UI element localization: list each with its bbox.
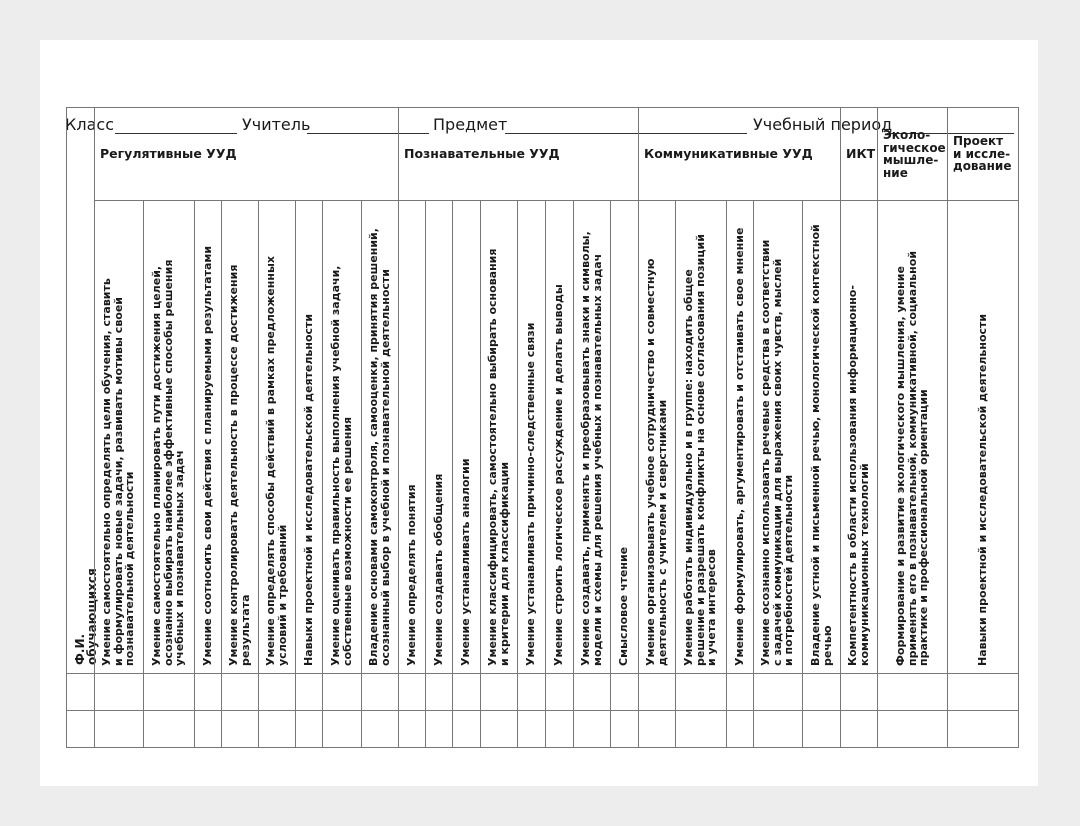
criterion-header-label: Умение определять способы действий в рамках предложенных условий и требований [264, 256, 289, 666]
score-cell[interactable] [94, 673, 144, 711]
score-cell[interactable] [322, 710, 362, 748]
score-cell[interactable] [517, 673, 546, 711]
score-cell[interactable] [480, 673, 518, 711]
score-cell[interactable] [94, 710, 144, 748]
criterion-header-label: Навыки проектной и исследовательской деятельности [302, 313, 315, 666]
group-header-label: Эколо- гическое мышле- ние [883, 128, 946, 180]
score-cell[interactable] [545, 673, 574, 711]
score-cell[interactable] [517, 710, 546, 748]
score-cell[interactable] [322, 673, 362, 711]
criterion-header-label: Умение контролировать деятельность в процессе достижения результата [227, 264, 252, 666]
teacher-label: Учитель [242, 115, 311, 134]
score-cell[interactable] [194, 673, 222, 711]
score-cell[interactable] [675, 710, 727, 748]
criterion-header-label: Умение устанавливать причинно-следственные связи [524, 322, 537, 666]
score-cell[interactable] [258, 673, 296, 711]
score-cell[interactable] [545, 710, 574, 748]
criterion-header-label: Умение самостоятельно определять цели обучения, ставить и формулировать новые задачи, развивать мотивы своей познавательной деятельности [100, 278, 136, 666]
criterion-header-label: Компетентность в области использования информационно- коммуникационных технологий [846, 285, 871, 666]
criterion-header-label: Умение определять понятия [405, 484, 418, 666]
score-cell[interactable] [143, 673, 195, 711]
group-header-label: Регулятивные УУД [100, 146, 237, 161]
student-name-header-label: Ф.И. обучающихся [73, 568, 99, 665]
criterion-header-label: Умение самостоятельно планировать пути достижения целей, осознанно выбирать наиболее эффективные способы решения учебных и познавательных задач [150, 259, 186, 666]
criterion-header-label: Умение работать индивидуально и в группе: находить общее решение и разрешать конфликты на основе согласования позиций и учета интересов [682, 234, 718, 666]
criterion-header-label: Умение оценивать правильность выполнения учебной задачи, собственные возможности ее решения [329, 265, 354, 666]
score-cell[interactable] [675, 673, 727, 711]
criterion-header-label: Умение создавать, применять и преобразовывать знаки и символы, модели и схемы для решения учебных и познавательных задач [579, 231, 604, 666]
score-cell[interactable] [947, 710, 1019, 748]
score-cell[interactable] [425, 673, 453, 711]
criterion-header-label: Умение осознанно использовать речевые средства в соответствии с задачей коммуникации для выражения своих чувств, мыслей и потребностей деятельности [759, 239, 795, 666]
score-cell[interactable] [480, 710, 518, 748]
score-cell[interactable] [258, 710, 296, 748]
score-cell[interactable] [726, 710, 754, 748]
group-header-label: ИКТ [846, 146, 876, 161]
subject-label: Предмет [433, 115, 508, 134]
period-label: Учебный период [753, 115, 893, 134]
score-cell[interactable] [947, 673, 1019, 711]
criterion-header-label: Навыки проектной и исследовательской деятельности [976, 313, 989, 666]
score-cell[interactable] [840, 673, 878, 711]
criterion-header-label: Умение классифицировать, самостоятельно выбирать основания и критерии для классификации [486, 248, 511, 666]
score-cell[interactable] [361, 710, 399, 748]
score-cell[interactable] [221, 673, 259, 711]
group-header-label: Коммуникативные УУД [644, 146, 813, 161]
score-cell[interactable] [143, 710, 195, 748]
score-cell[interactable] [361, 673, 399, 711]
score-cell[interactable] [221, 710, 259, 748]
score-cell[interactable] [573, 673, 611, 711]
score-cell[interactable] [877, 673, 948, 711]
score-cell[interactable] [295, 673, 323, 711]
score-cell[interactable] [638, 710, 676, 748]
criterion-header-label: Владение устной и письменной речью, монологической контекстной речью [809, 224, 834, 666]
criterion-header-label: Смысловое чтение [617, 546, 630, 666]
score-cell[interactable] [877, 710, 948, 748]
score-cell[interactable] [802, 710, 841, 748]
student-name-cell[interactable] [66, 673, 95, 711]
score-cell[interactable] [425, 710, 453, 748]
criterion-header-label: Умение соотносить свои действия с планируемыми результатами [201, 245, 214, 666]
score-cell[interactable] [194, 710, 222, 748]
group-header-label: Познавательные УУД [404, 146, 560, 161]
criterion-header-label: Умение устанавливать аналогии [459, 458, 472, 666]
criterion-header-label: Формирование и развитие экологического мышления, умение применять его в познавательной, коммуникативной, социальной практике и профессиональной ориентации [894, 250, 930, 666]
score-cell[interactable] [610, 710, 639, 748]
criterion-header-label: Владение основами самоконтроля, самооценки, принятия решений, осознанный выбор в учебной и познавательной деятельности [367, 228, 392, 666]
score-cell[interactable] [398, 673, 426, 711]
class-label: Класс [65, 115, 114, 134]
score-cell[interactable] [638, 673, 676, 711]
score-cell[interactable] [398, 710, 426, 748]
score-cell[interactable] [840, 710, 878, 748]
score-cell[interactable] [753, 673, 803, 711]
student-name-cell[interactable] [66, 710, 95, 748]
score-cell[interactable] [753, 710, 803, 748]
score-cell[interactable] [573, 710, 611, 748]
score-cell[interactable] [802, 673, 841, 711]
criterion-header-label: Умение организовывать учебное сотрудничество и совместную деятельность с учителем и сверстниками [644, 258, 669, 666]
score-cell[interactable] [610, 673, 639, 711]
score-cell[interactable] [452, 710, 481, 748]
score-cell[interactable] [295, 710, 323, 748]
score-cell[interactable] [726, 673, 754, 711]
criterion-header-label: Умение строить логическое рассуждение и делать выводы [552, 284, 565, 666]
criterion-header-label: Умение создавать обобщения [432, 473, 445, 666]
criterion-header-label: Умение формулировать, аргументировать и отстаивать свое мнение [733, 227, 746, 666]
group-header-label: Проект и иссле- дование [953, 134, 1012, 174]
score-cell[interactable] [452, 673, 481, 711]
